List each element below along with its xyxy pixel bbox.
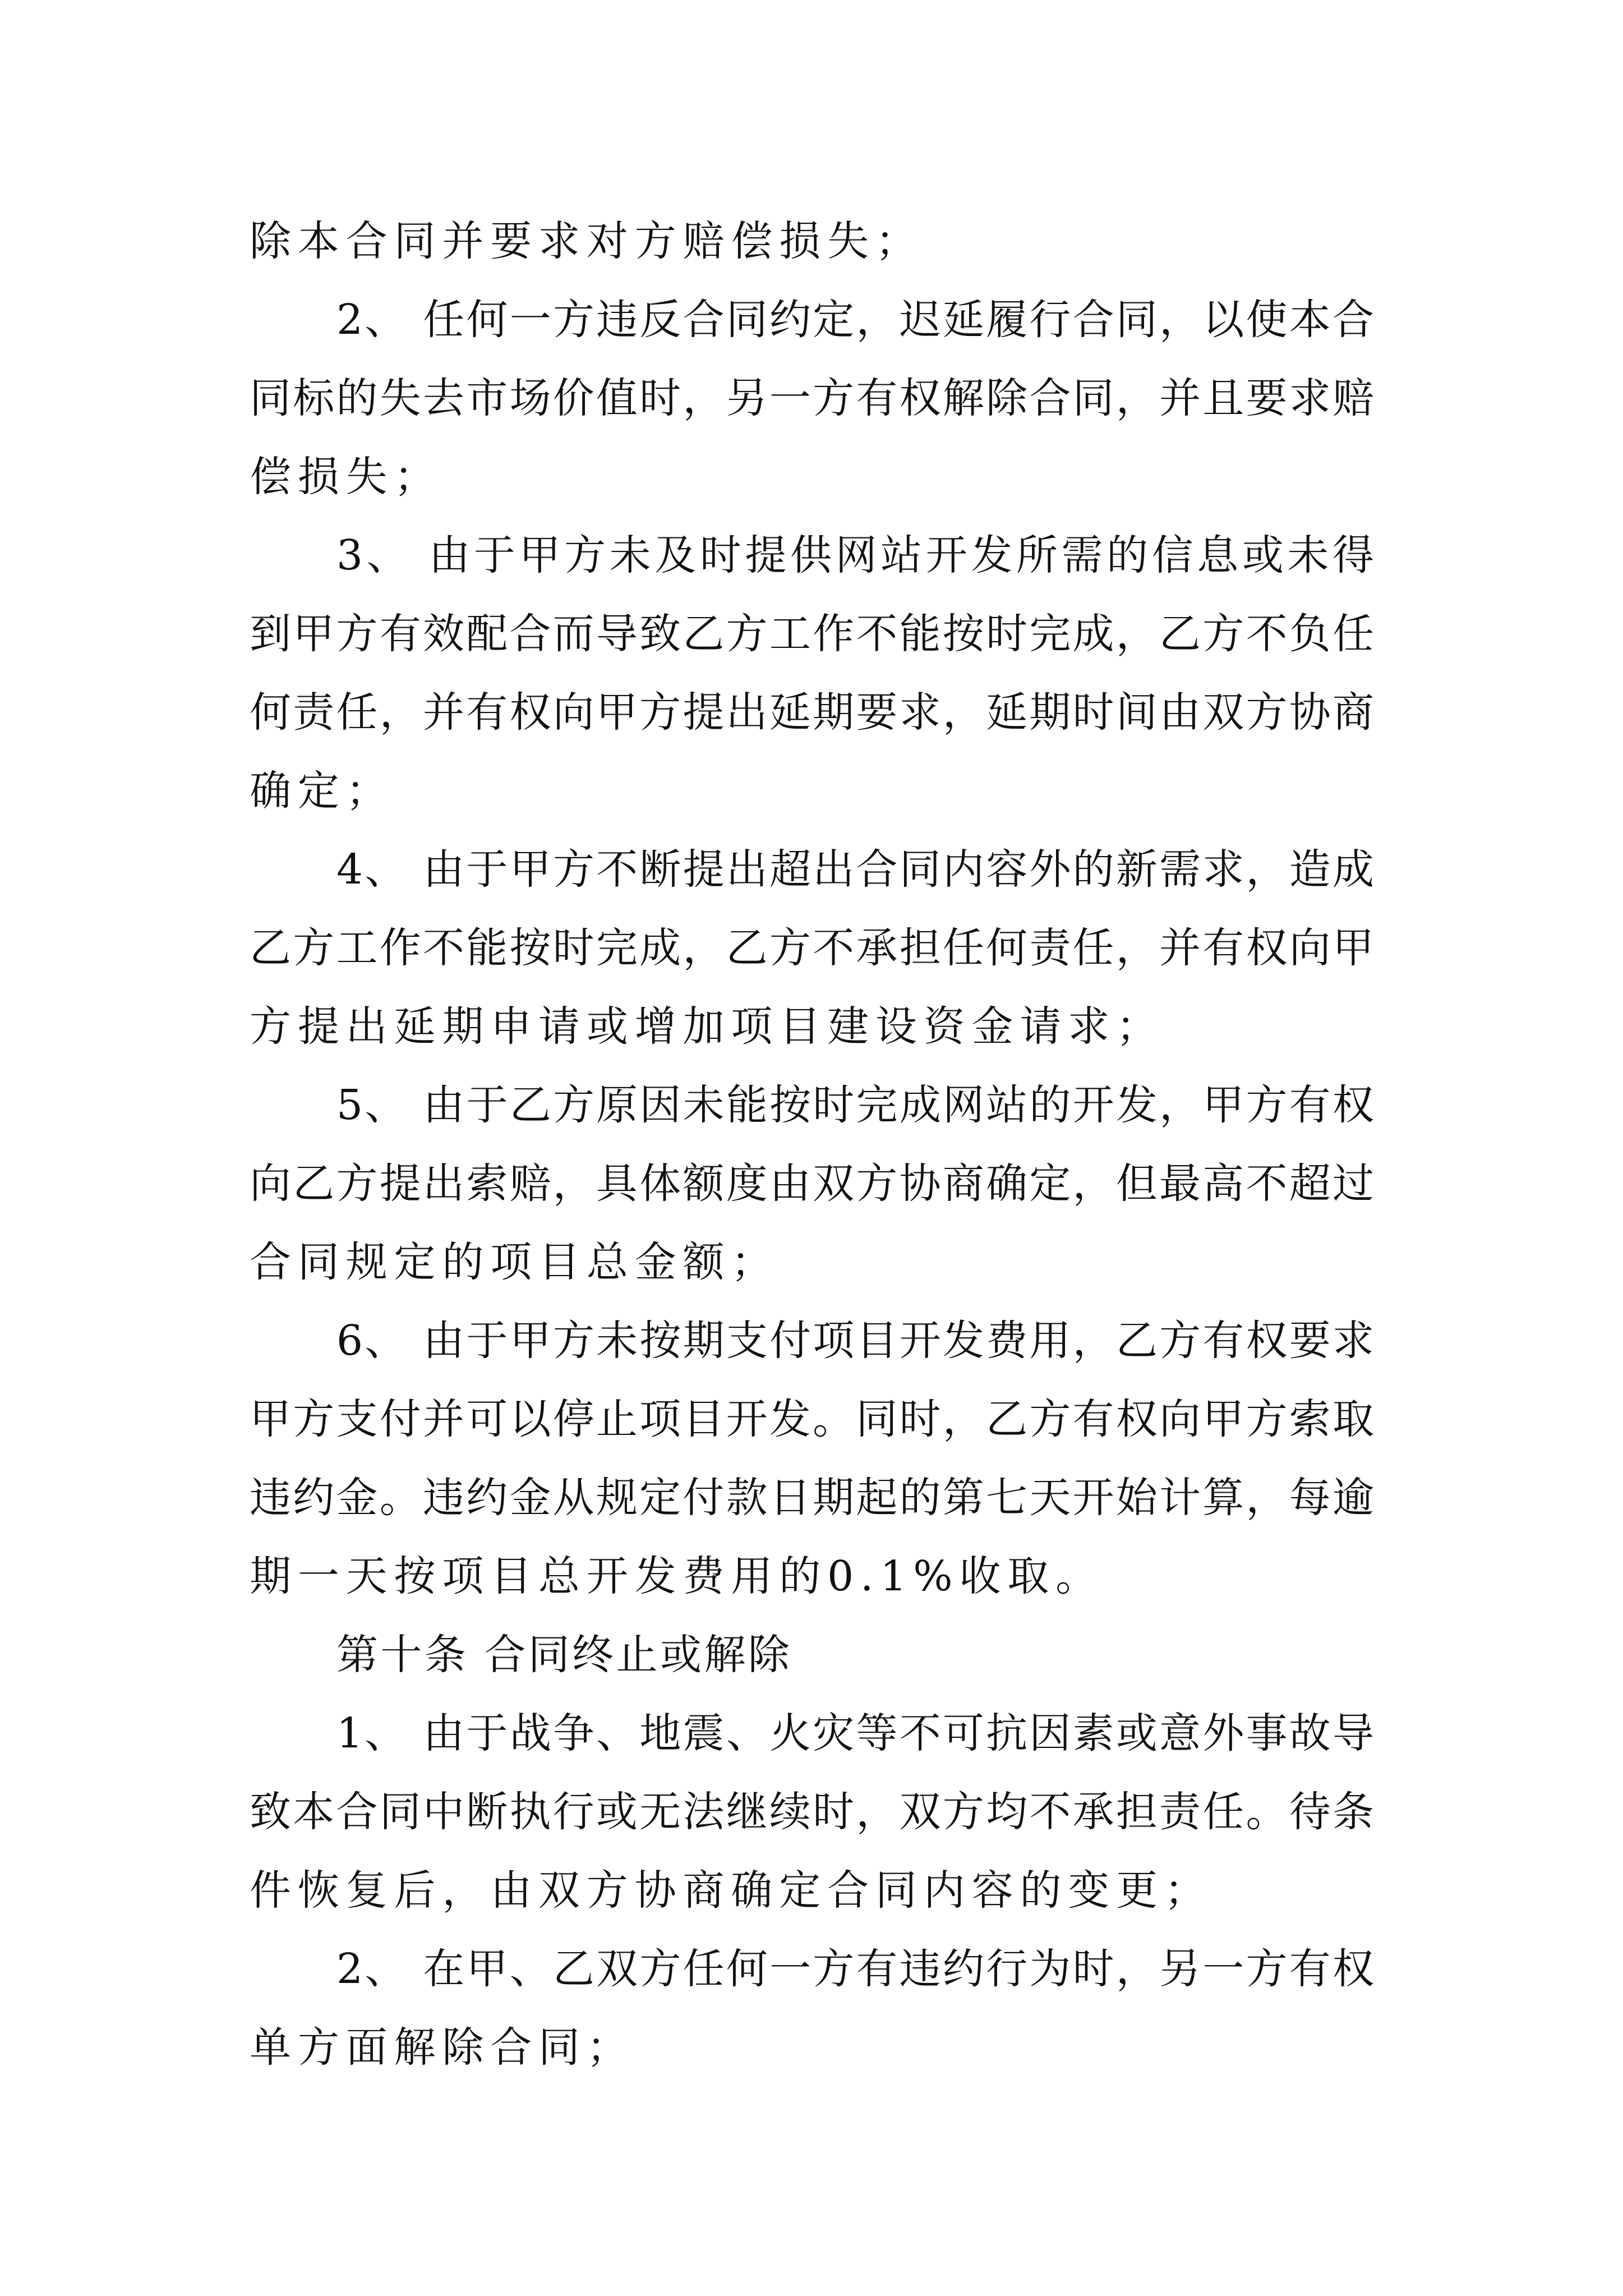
text-line: 何责任，并有权向甲方提出延期要求，延期时间由双方协商 xyxy=(250,688,1374,737)
clause-10-2-line: 2、 在甲、乙双方任何一方有违约行为时，另一方有权 xyxy=(336,1945,1374,1993)
clause-6-line: 6、 由于甲方未按期支付项目开发费用，乙方有权要求 xyxy=(336,1317,1374,1365)
text-line: 单方面解除合同； xyxy=(250,2023,635,2072)
text-line: 件恢复后，由双方协商确定合同内容的变更； xyxy=(250,1866,1212,1915)
text-line: 致本合同中断执行或无法继续时，双方均不承担责任。待条 xyxy=(250,1788,1374,1836)
clause-4-line: 4、 由于甲方不断提出超出合同内容外的新需求，造成 xyxy=(336,845,1374,894)
text-line: 甲方支付并可以停止项目开发。同时，乙方有权向甲方索取 xyxy=(250,1395,1374,1443)
section-heading: 第十条 合同终止或解除 xyxy=(336,1631,792,1679)
text-line: 违约金。违约金从规定付款日期起的第七天开始计算，每逾 xyxy=(250,1474,1374,1522)
clause-2-line: 2、 任何一方违反合同约定，迟延履行合同，以使本合 xyxy=(336,296,1374,344)
text-line: 合同规定的项目总金额； xyxy=(250,1238,780,1286)
clause-10-1-line: 1、 由于战争、地震、火灾等不可抗因素或意外事故导 xyxy=(336,1709,1374,1757)
text-line: 向乙方提出索赔，具体额度由双方协商确定，但最高不超过 xyxy=(250,1159,1374,1208)
text-line: 到甲方有效配合而导致乙方工作不能按时完成，乙方不负任 xyxy=(250,610,1374,658)
clause-5-line: 5、 由于乙方原因未能按时完成网站的开发，甲方有权 xyxy=(336,1081,1374,1129)
text-line: 同标的失去市场价值时，另一方有权解除合同，并且要求赔 xyxy=(250,374,1374,422)
text-line: 乙方工作不能按时完成，乙方不承担任何责任，并有权向甲 xyxy=(250,924,1374,972)
text-line: 偿损失； xyxy=(250,453,442,501)
clause-3-line: 3、 由于甲方未及时提供网站开发所需的信息或未得 xyxy=(336,531,1374,579)
text-line: 除本合同并要求对方赔偿损失； xyxy=(250,217,924,265)
text-line: 方提出延期申请或增加项目建设资金请求； xyxy=(250,1002,1164,1051)
text-line: 期一天按项目总开发费用的0.1%收取。 xyxy=(250,1552,1104,1600)
text-line: 确定； xyxy=(250,767,394,815)
